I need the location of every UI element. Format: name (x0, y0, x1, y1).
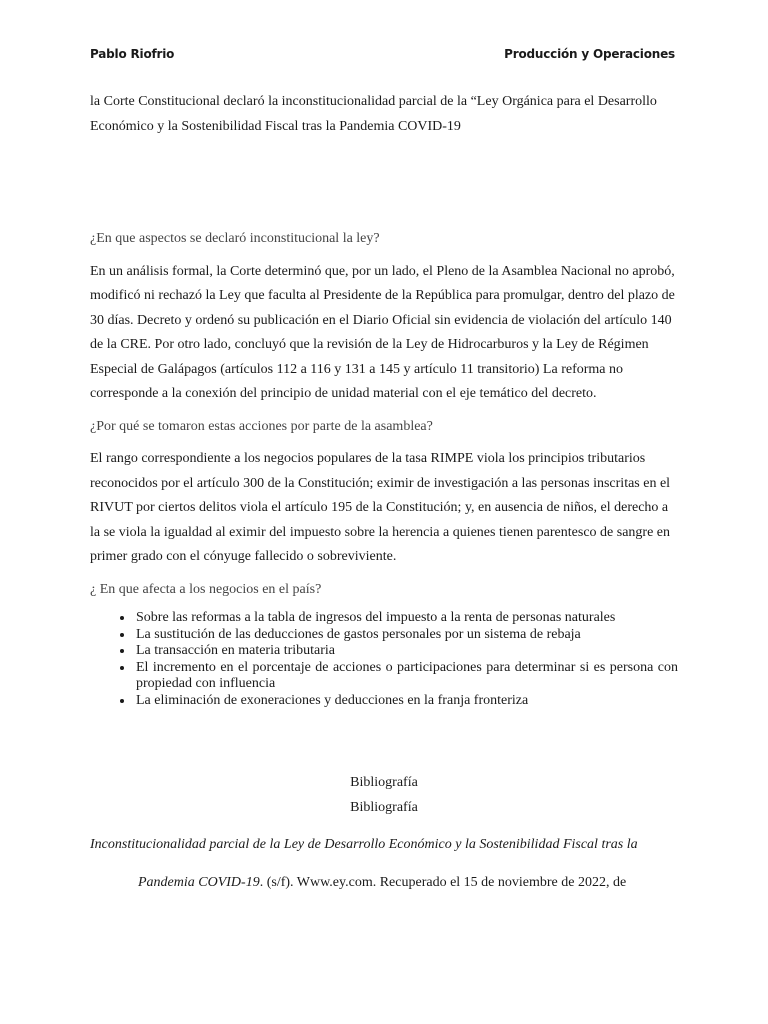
impact-list (90, 610, 678, 709)
list-item: • El incremento en el porcentaje de acciones o participaciones para determinar si es persona con propiedad con influencia (134, 660, 678, 693)
list-item: • Sobre las reformas a la tabla de ingresos del impuesto a la renta de personas naturales (134, 610, 678, 627)
intro-paragraph: la Corte Constitucional declaró la inconstitucionalidad parcial de la “Ley Orgánica para el Desarrollo Económico y la Sostenibilidad Fiscal tras la Pandemia COVID-19 (90, 94, 657, 134)
answer-2: El rango correspondiente a los negocios populares de la tasa RIMPE viola los principios tributarios reconocidos por el artículo 300 de la Constitución; eximir de investigación a las personas inscritas en el RIVUT por ciertos delitos viola el artículo 195 de la Constitución; y, en ausencia de niños, el derecho a la se viola la igualdad al eximir del impuesto sobre la herencia a quienes tienen parentesco de sangre en primer grado con el cónyuge fallecido o sobreviviente. (90, 451, 671, 564)
bibliography-section (90, 771, 678, 902)
answer-1: En un análisis formal, la Corte determinó que, por un lado, el Pleno de la Asamblea Nacional no aprobó, modificó ni rechazó la Ley que faculta al Presidente de la República para promulgar, dentro del plazo de 30 días. Decreto y ordenó su publicación en el Diario Oficial sin evidencia de violación del artículo 140 de la CRE. Por otro lado, concluyó que la revisión de la Ley de Hidrocarburos y la Ley de Régimen Especial de Galápagos (artículos 112 a 116 y 131 a 145 y artículo 11 transitorio) La reforma no corresponde a la conexión del principio de unidad material con el eje temático del decreto. (90, 263, 675, 401)
list-item: • La transacción en materia tributaria (134, 643, 678, 660)
citation-title: Inconstitucionalidad parcial de la Ley de Desarrollo Económico y la Sostenibilidad Fiscal tras la Pandemia COVID-19 (90, 837, 638, 890)
list-item: • La eliminación de exoneraciones y deducciones en la franja fronteriza (134, 693, 678, 710)
document-body (90, 90, 678, 902)
citation-details: . (s/f). Www.ey.com. Recuperado el 15 de noviembre de 2022, de (259, 875, 627, 890)
bibliography-heading-repeat: Bibliografía (350, 799, 418, 815)
question-3: ¿ En que afecta a los negocios en el país? (90, 581, 322, 597)
list-item: • La sustitución de las deducciones de gastos personales por un sistema de rebaja (134, 627, 678, 644)
page-header (90, 47, 675, 61)
author-name: Pablo Riofrio (90, 47, 175, 61)
course-name: Producción y Operaciones (504, 47, 675, 61)
citation-entry (90, 826, 678, 902)
question-2: ¿Por qué se tomaron estas acciones por parte de la asamblea? (90, 418, 433, 434)
question-1: ¿En que aspectos se declaró inconstitucional la ley? (90, 231, 380, 246)
bibliography-heading: Bibliografía (350, 775, 418, 790)
